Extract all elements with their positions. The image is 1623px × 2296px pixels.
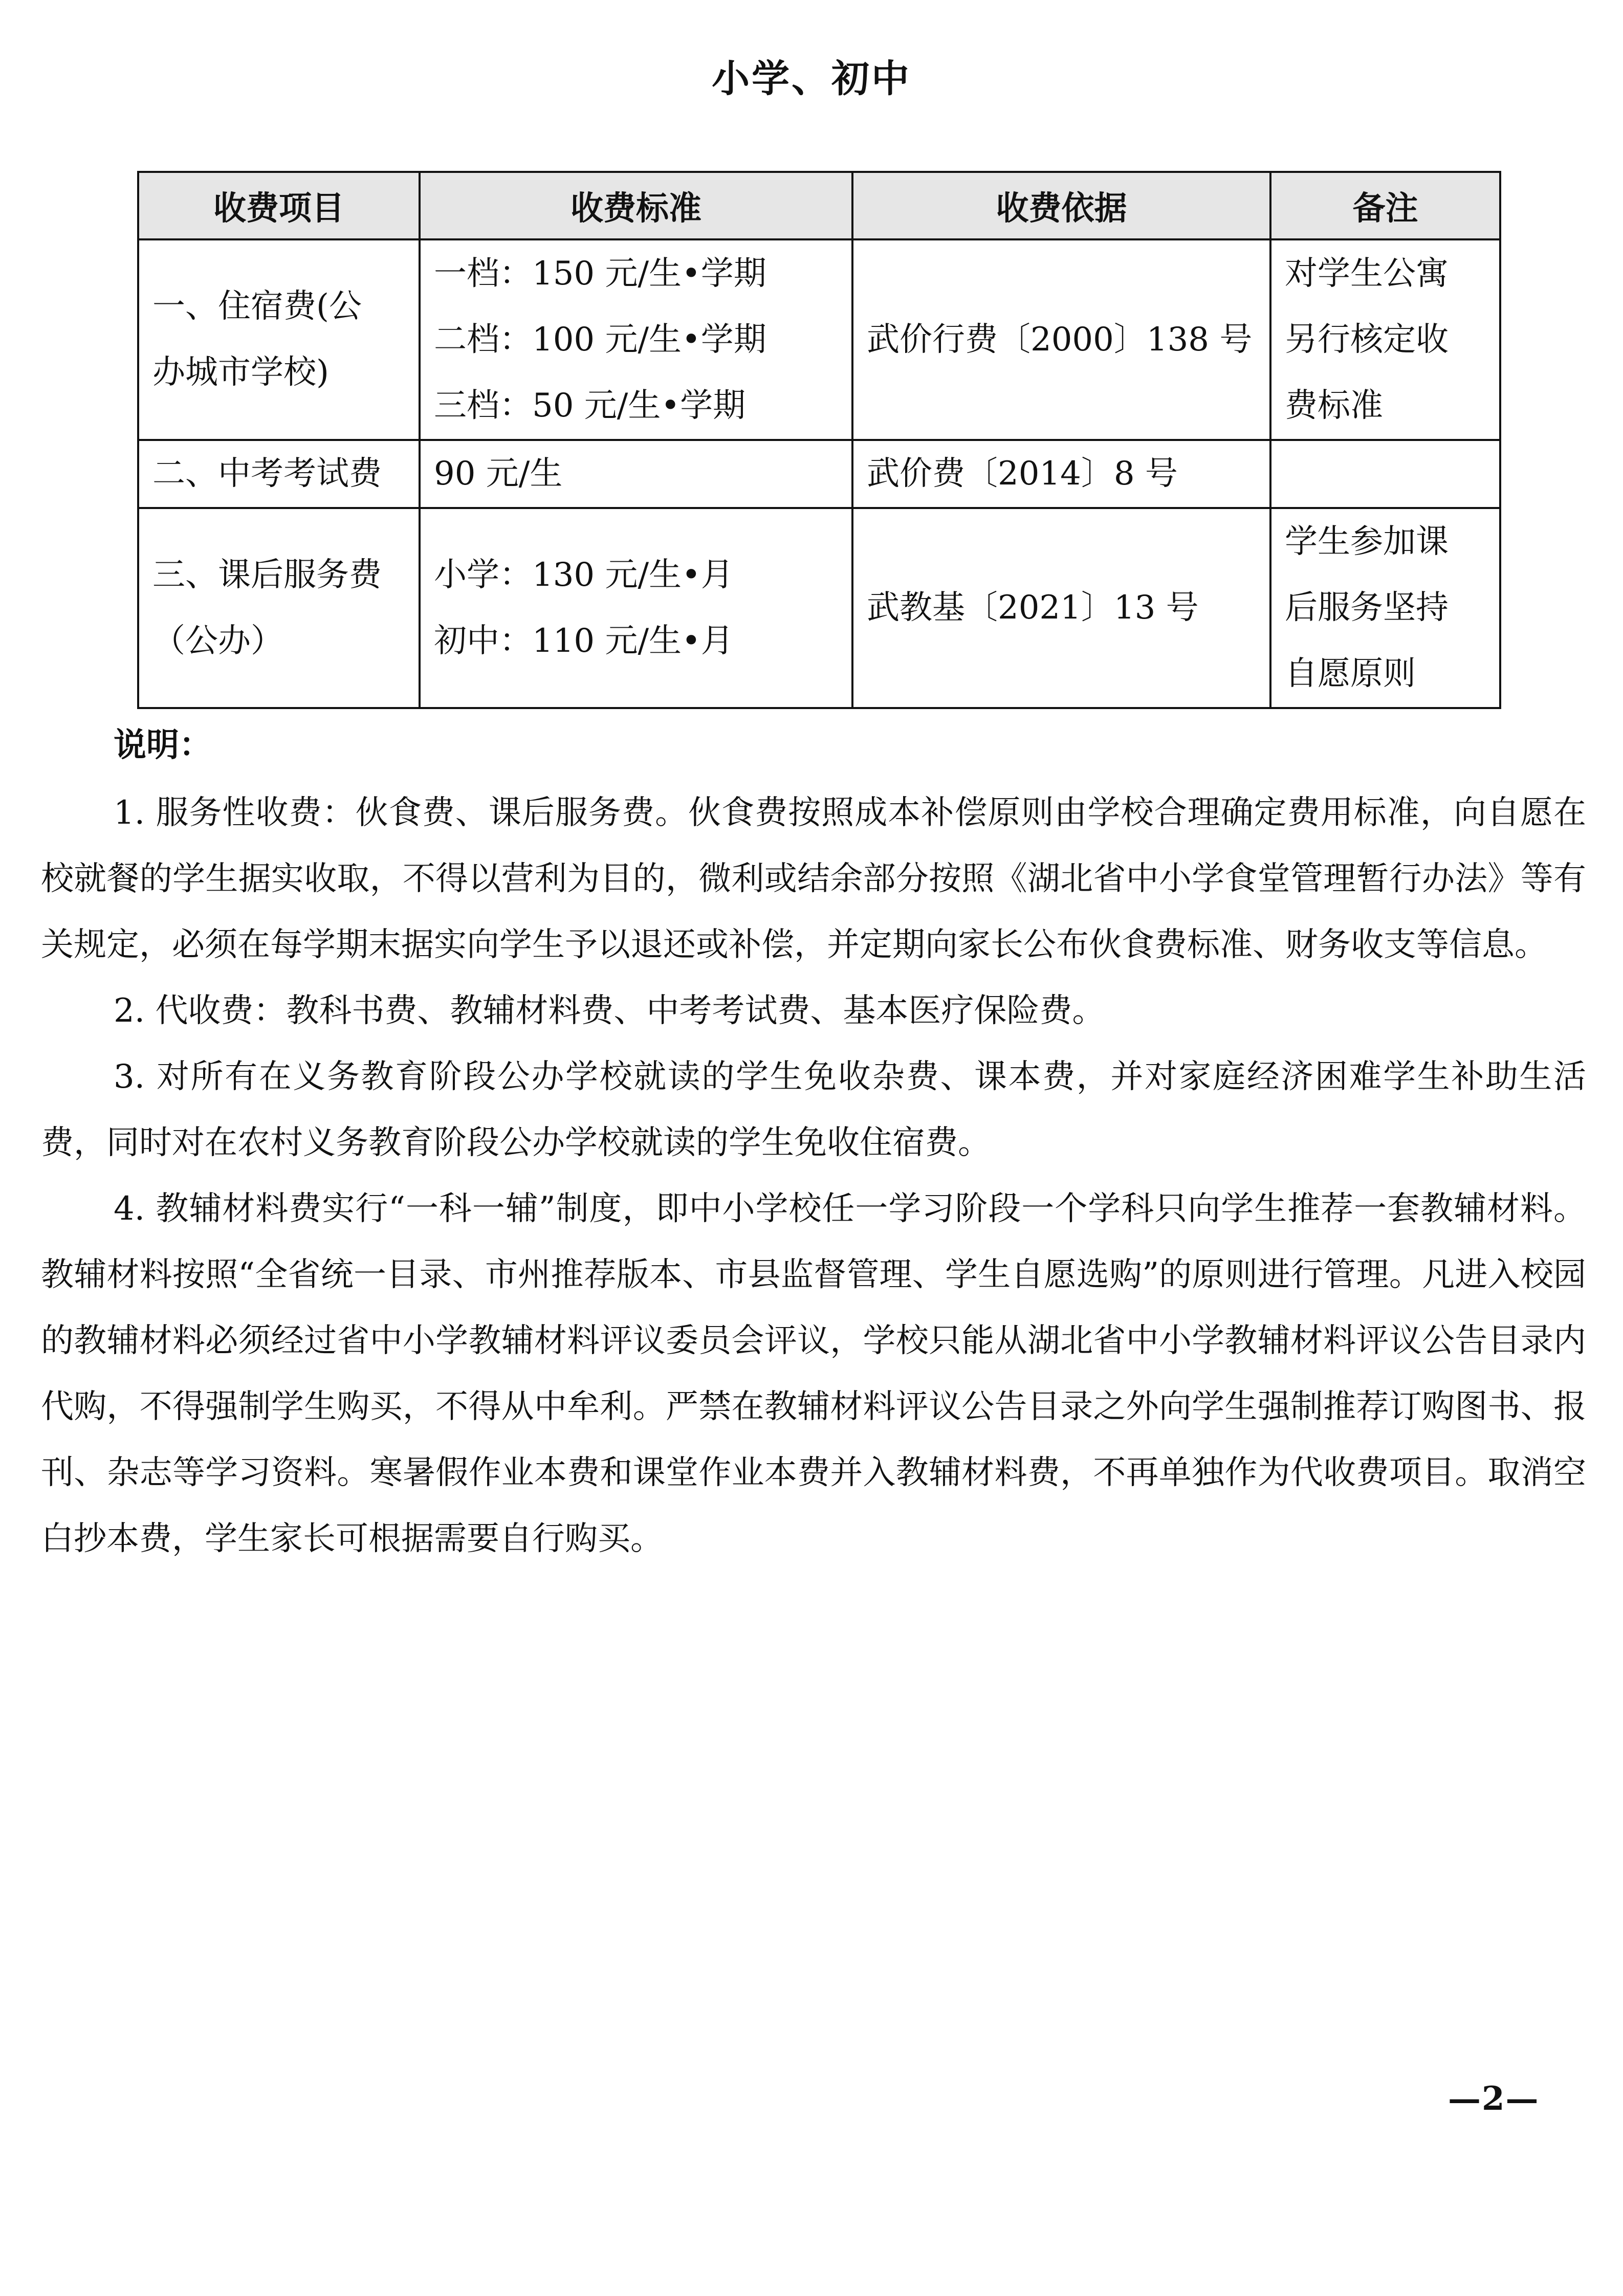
note-cell (1270, 440, 1500, 508)
standard-cell (420, 440, 852, 508)
item-cell (138, 440, 420, 508)
item-line: 一、住宿费(公 (152, 288, 362, 325)
standard-cell (420, 508, 852, 708)
basis-cell: 武价费〔2014〕8 号 (852, 440, 1270, 508)
standard-line: 90 元/生 (434, 455, 563, 493)
item-line: 三、课后服务费 (152, 556, 382, 594)
basis-cell: 武价行费〔2000〕138 号 (852, 239, 1270, 440)
standard-line: 初中：110 元/生•月 (434, 622, 734, 660)
note-line: 后服务坚持 (1285, 589, 1449, 627)
standard-line: 三档：50 元/生•学期 (434, 386, 746, 425)
note-cell (1270, 508, 1500, 708)
item-line: 办城市学校) (152, 354, 329, 391)
note-paragraph: 4. 教辅材料费实行“一科一辅”制度，即中小学校任一学习阶段一个学科只向学生推荐一套教辅材料。教辅材料按照“全省统一目录、市州推荐版本、市县监督管理、学生自愿选购”的原则进行管理。凡进入校园的教辅材料必须经过省中小学教辅材料评议委员会评议，学校只能从湖北省中小学教辅材料评议公告目录内代购，不得强制学生购买，不得从中牟利。严禁在教辅材料评议公告目录之外向学生强制推荐订购图书、报刊、杂志等学习资料。寒暑假作业本费和课堂作业本费并入教辅材料费，不再单独作为代收费项目。取消空白抄本费，学生家长可根据需要自行购买。 (41, 1190, 1586, 1558)
header-basis: 收费依据 (852, 172, 1270, 239)
note-line: 对学生公寓 (1285, 254, 1449, 293)
table-row (138, 440, 1500, 508)
standard-line: 一档：150 元/生•学期 (434, 254, 766, 293)
note-line: 费标准 (1285, 386, 1383, 425)
fee-table (137, 171, 1501, 709)
item-cell (138, 239, 420, 440)
header-note: 备注 (1270, 172, 1500, 239)
table-row (138, 239, 1500, 440)
item-cell (138, 508, 420, 708)
note-paragraph: 1. 服务性收费：伙食费、课后服务费。伙食费按照成本补偿原则由学校合理确定费用标准，向自愿在校就餐的学生据实收取，不得以营利为目的，微利或结余部分按照《湖北省中小学食堂管理暂行办法》等有关规定，必须在每学期末据实向学生予以退还或补偿，并定期向家长公布伙食费标准、财务收支等信息。 (41, 794, 1586, 964)
note-paragraph: 2. 代收费：教科书费、教辅材料费、中考考试费、基本医疗保险费。 (114, 992, 1105, 1030)
standard-line: 小学：130 元/生•月 (434, 556, 734, 594)
standard-cell (420, 239, 852, 440)
note-line: 自愿原则 (1285, 655, 1416, 693)
notes-heading: 说明： (114, 726, 212, 764)
note-line: 另行核定收 (1285, 320, 1449, 359)
note-line: 学生参加课 (1285, 523, 1449, 561)
page-title: 小学、初中 (712, 57, 911, 101)
item-line: 二、中考考试费 (152, 455, 382, 493)
note-cell (1270, 239, 1500, 440)
standard-line: 二档：100 元/生•学期 (434, 320, 766, 359)
table-header-row (138, 172, 1500, 239)
header-standard: 收费标准 (420, 172, 852, 239)
basis-cell: 武教基〔2021〕13 号 (852, 508, 1270, 708)
page-number: —2— (1448, 2080, 1540, 2118)
item-line: （公办） (152, 622, 283, 660)
note-paragraph: 3. 对所有在义务教育阶段公办学校就读的学生免收杂费、课本费，并对家庭经济困难学生补助生活费，同时对在农村义务教育阶段公办学校就读的学生免收住宿费。 (41, 1058, 1586, 1162)
notes-section (41, 780, 1586, 1572)
header-item: 收费项目 (138, 172, 420, 239)
table-row (138, 508, 1500, 708)
